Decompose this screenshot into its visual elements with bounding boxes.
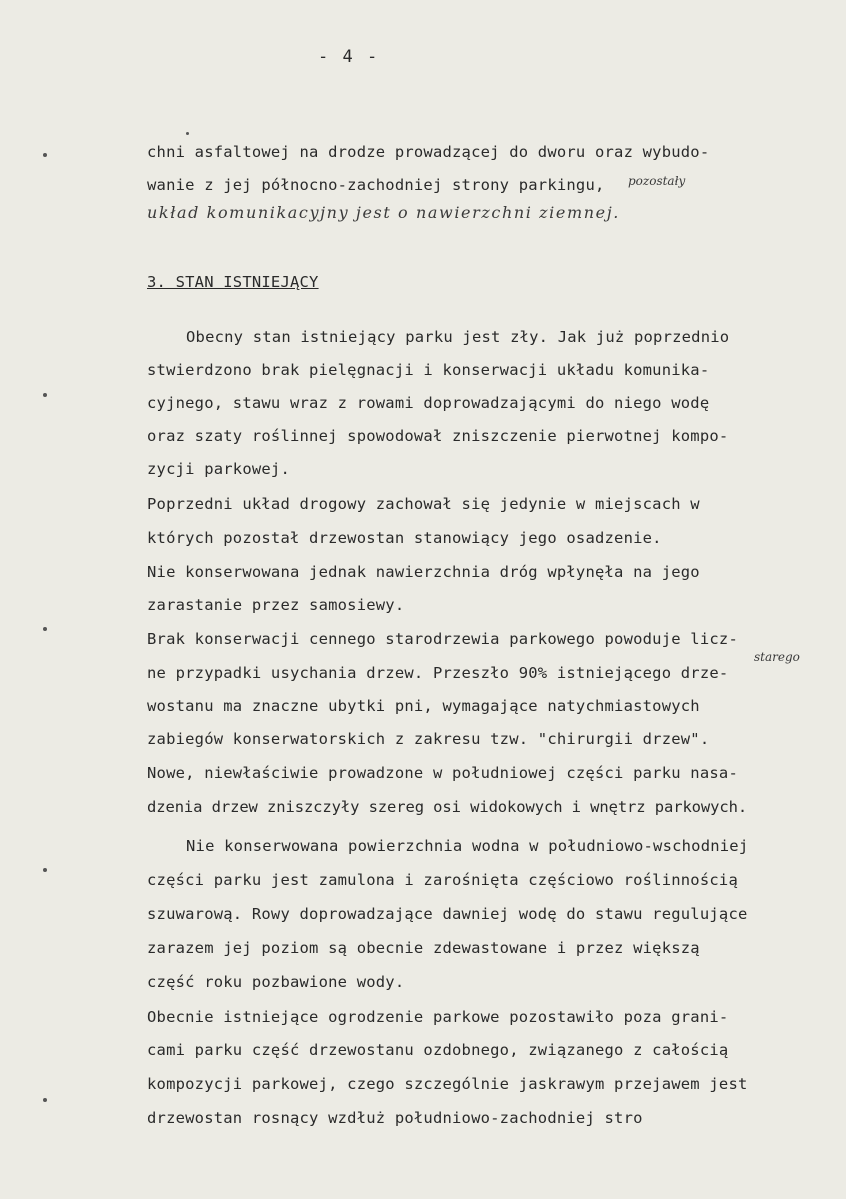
text-line: drzewostan rosnący wzdłuż południowo-zachodniej stro [147,1109,643,1127]
text-line: Nowe, niewłaściwie prowadzone w południowej części parku nasa- [147,764,738,782]
scan-speck [43,868,47,872]
handwritten-insertion: starego [754,650,800,664]
section-heading: 3. STAN ISTNIEJĄCY [147,273,319,291]
scan-speck [43,627,47,631]
text-line: oraz szaty roślinnej spowodował zniszczenie pierwotnej kompo- [147,427,729,445]
text-line: części parku jest zamulona i zarośnięta częściowo roślinnością [147,871,738,889]
scan-speck [43,1098,47,1102]
text-line: ne przypadki usychania drzew. Przeszło 90% istniejącego drze- [147,664,729,682]
text-line: Obecnie istniejące ogrodzenie parkowe pozostawiło poza grani- [147,1008,729,1026]
text-line: szuwarową. Rowy doprowadzające dawniej wodę do stawu regulujące [147,905,748,923]
text-line: kompozycji parkowej, czego szczególnie jaskrawym przejawem jest [147,1075,748,1093]
page-number: - 4 - [318,47,380,67]
scan-speck [186,132,189,135]
text-line: część roku pozbawione wody. [147,973,405,991]
text-line: Nie konserwowana jednak nawierzchnia dróg wpłynęła na jego [147,563,700,581]
text-line: zabiegów konserwatorskich z zakresu tzw. "chirurgii drzew". [147,730,710,748]
text-line: stwierdzono brak pielęgnacji i konserwacji układu komunika- [147,361,710,379]
text-line: chni asfaltowej na drodze prowadzącej do dworu oraz wybudo- [147,143,710,161]
scan-speck [43,153,47,157]
scan-speck [43,393,47,397]
text-line: zycji parkowej. [147,460,290,478]
text-line: wanie z jej północno-zachodniej strony parkingu, [147,176,605,194]
text-line: Poprzedni układ drogowy zachował się jedynie w miejscach w [147,495,700,513]
text-line: cami parku część drzewostanu ozdobnego, związanego z całością [147,1041,729,1059]
text-line: zarazem jej poziom są obecnie zdewastowane i przez większą [147,939,700,957]
text-line: zarastanie przez samosiewy. [147,596,405,614]
text-line: których pozostał drzewostan stanowiący jego osadzenie. [147,529,662,547]
handwritten-note: pozostały [628,174,686,188]
text-line: Nie konserwowana powierzchnia wodna w południowo-wschodniej [186,837,749,855]
text-line: wostanu ma znaczne ubytki pni, wymagające natychmiastowych [147,697,700,715]
text-line: Obecny stan istniejący parku jest zły. Jak już poprzednio [186,328,730,346]
text-line: dzenia drzew zniszczyły szereg osi widokowych i wnętrz parkowych. [147,798,748,816]
text-line: cyjnego, stawu wraz z rowami doprowadzającymi do niego wodę [147,394,710,412]
handwritten-line: układ komunikacyjny jest o nawierzchni ziemnej. [147,203,620,222]
text-line: Brak konserwacji cennego starodrzewia parkowego powoduje licz- [147,630,738,648]
